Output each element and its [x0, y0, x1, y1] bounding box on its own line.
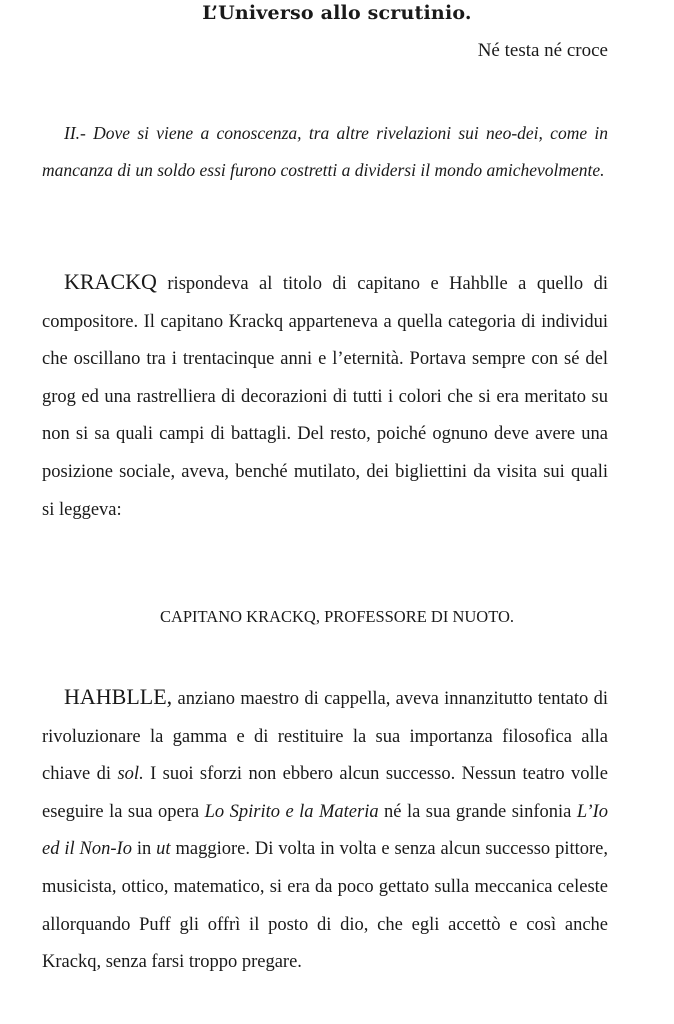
paragraph-text: anziano maestro di cappella, aveva innanzitutto tentato di rivoluzionare la gamma e di restituire la sua importanza filosofica alla chiave di [42, 689, 608, 785]
running-title: L’Universo allo scrutinio. [202, 2, 472, 24]
chapter-heading: II.- Dove si viene a conoscenza, tra altre rivelazioni sui neo-dei, come in mancanza di un soldo essi furono costretti a dividersi il mondo amichevolmente. [42, 123, 608, 180]
italic-text: sol. [117, 764, 144, 785]
paragraph-lead-word: HAHBLLE, [64, 684, 173, 709]
paragraph-hahblle [42, 678, 608, 982]
paragraph-text: I suoi sforzi non ebbero alcun successo. Nessun teatro volle eseguire la sua opera [42, 764, 608, 822]
paragraph-krackq [42, 263, 608, 529]
running-subtitle: Né testa né croce [477, 40, 608, 61]
italic-text: ut [156, 839, 171, 860]
visiting-card-line: CAPITANO KRACKQ, PROFESSORE DI NUOTO. [159, 607, 515, 626]
paragraph-text: né la sua grande sinfonia [378, 801, 577, 822]
paragraph-text: in [131, 839, 157, 860]
paragraph-text: rispondeva al titolo di capitano e Hahblle a quello di compositore. Il capitano Krackq apparteneva a quella categoria di individui che oscillano tra i trentacinque anni e l’eternità. Portava sempre con sé del grog ed una rastrelliera di decorazioni di tutti i colori che si era meritato su non si sa quali campi di battagli. Del resto, poiché ognuno deve avere una posizione sociale, aveva, benché mutilato, dei bigliettini da visita sui quali si leggeva: [42, 274, 608, 520]
paragraph-lead-word: KRACKQ [64, 269, 157, 294]
paragraph-text: maggiore. Di volta in volta e senza alcun successo pittore, musicista, ottico, matematico, si era da poco gettato sulla meccanica celeste allorquando Puff gli offrì il posto di dio, che egli accettò e così anche Krackq, senza farsi troppo pregare. [42, 839, 608, 973]
italic-work-title: L’Io ed il Non-Io [42, 801, 608, 860]
italic-work-title: Lo Spirito e la Materia [204, 801, 379, 822]
